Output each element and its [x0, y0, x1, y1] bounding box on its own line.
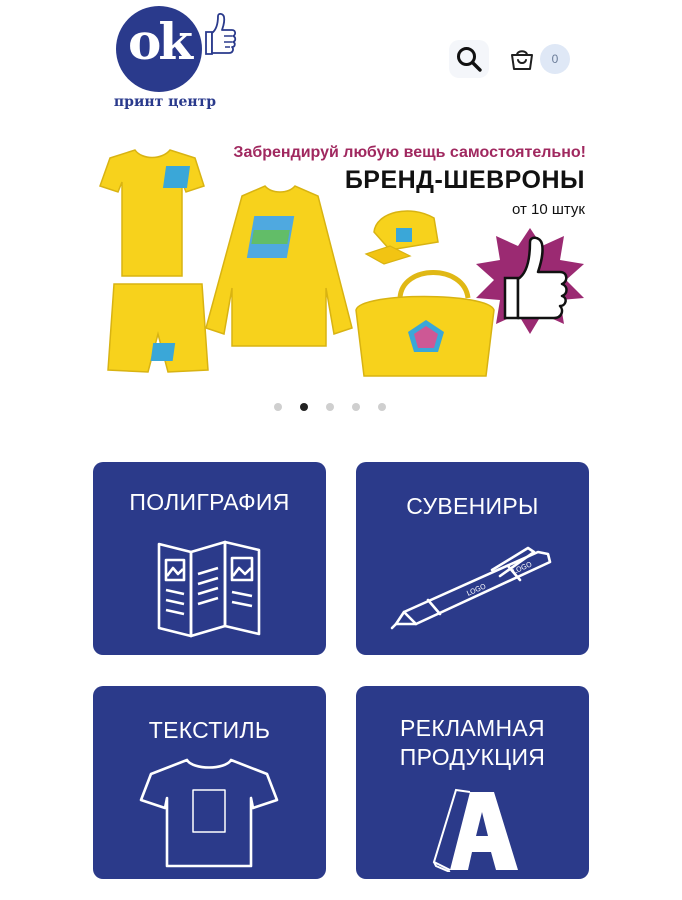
carousel-dot-active[interactable]: [300, 403, 308, 411]
cart-icon: [507, 44, 537, 74]
svg-text:LOGO: LOGO: [511, 560, 534, 576]
banner-tagline: Забрендируй любую вещь самостоятельно!: [233, 144, 586, 161]
search-button[interactable]: [449, 40, 489, 78]
letter-a-icon: [428, 786, 522, 872]
thumbs-up-icon: [198, 10, 238, 60]
carousel-dot[interactable]: [274, 403, 282, 411]
cart-button[interactable]: [507, 40, 571, 78]
brochure-icon: [153, 538, 267, 642]
category-card-advertising[interactable]: [356, 686, 589, 879]
tshirt-icon: [139, 756, 279, 870]
svg-text:LOGO: LOGO: [465, 582, 488, 598]
header: [0, 0, 682, 125]
carousel-dot[interactable]: [378, 403, 386, 411]
banner-subtitle: от 10 штук: [511, 201, 585, 218]
category-label: ТЕКСТИЛЬ: [148, 717, 271, 743]
logo-subtitle: принт центр: [113, 94, 217, 110]
category-label: РЕКЛАМНАЯ ПРОДУКЦИЯ: [399, 715, 546, 770]
carousel-pagination: [0, 403, 682, 411]
category-card-textile[interactable]: [93, 686, 326, 879]
pen-icon: [388, 542, 558, 632]
logo[interactable]: [110, 4, 240, 116]
promo-banner[interactable]: [90, 138, 592, 393]
category-card-polygraphy[interactable]: [93, 462, 326, 655]
logo-text: ok: [128, 12, 190, 71]
cart-count-badge: 0: [540, 44, 570, 74]
search-icon: [455, 45, 483, 73]
category-label: СУВЕНИРЫ: [406, 493, 539, 519]
category-card-souvenirs[interactable]: [356, 462, 589, 655]
carousel-dot[interactable]: [352, 403, 360, 411]
category-label: ПОЛИГРАФИЯ: [129, 489, 290, 515]
banner-title: БРЕНД-ШЕВРОНЫ: [344, 166, 585, 194]
carousel-dot[interactable]: [326, 403, 334, 411]
